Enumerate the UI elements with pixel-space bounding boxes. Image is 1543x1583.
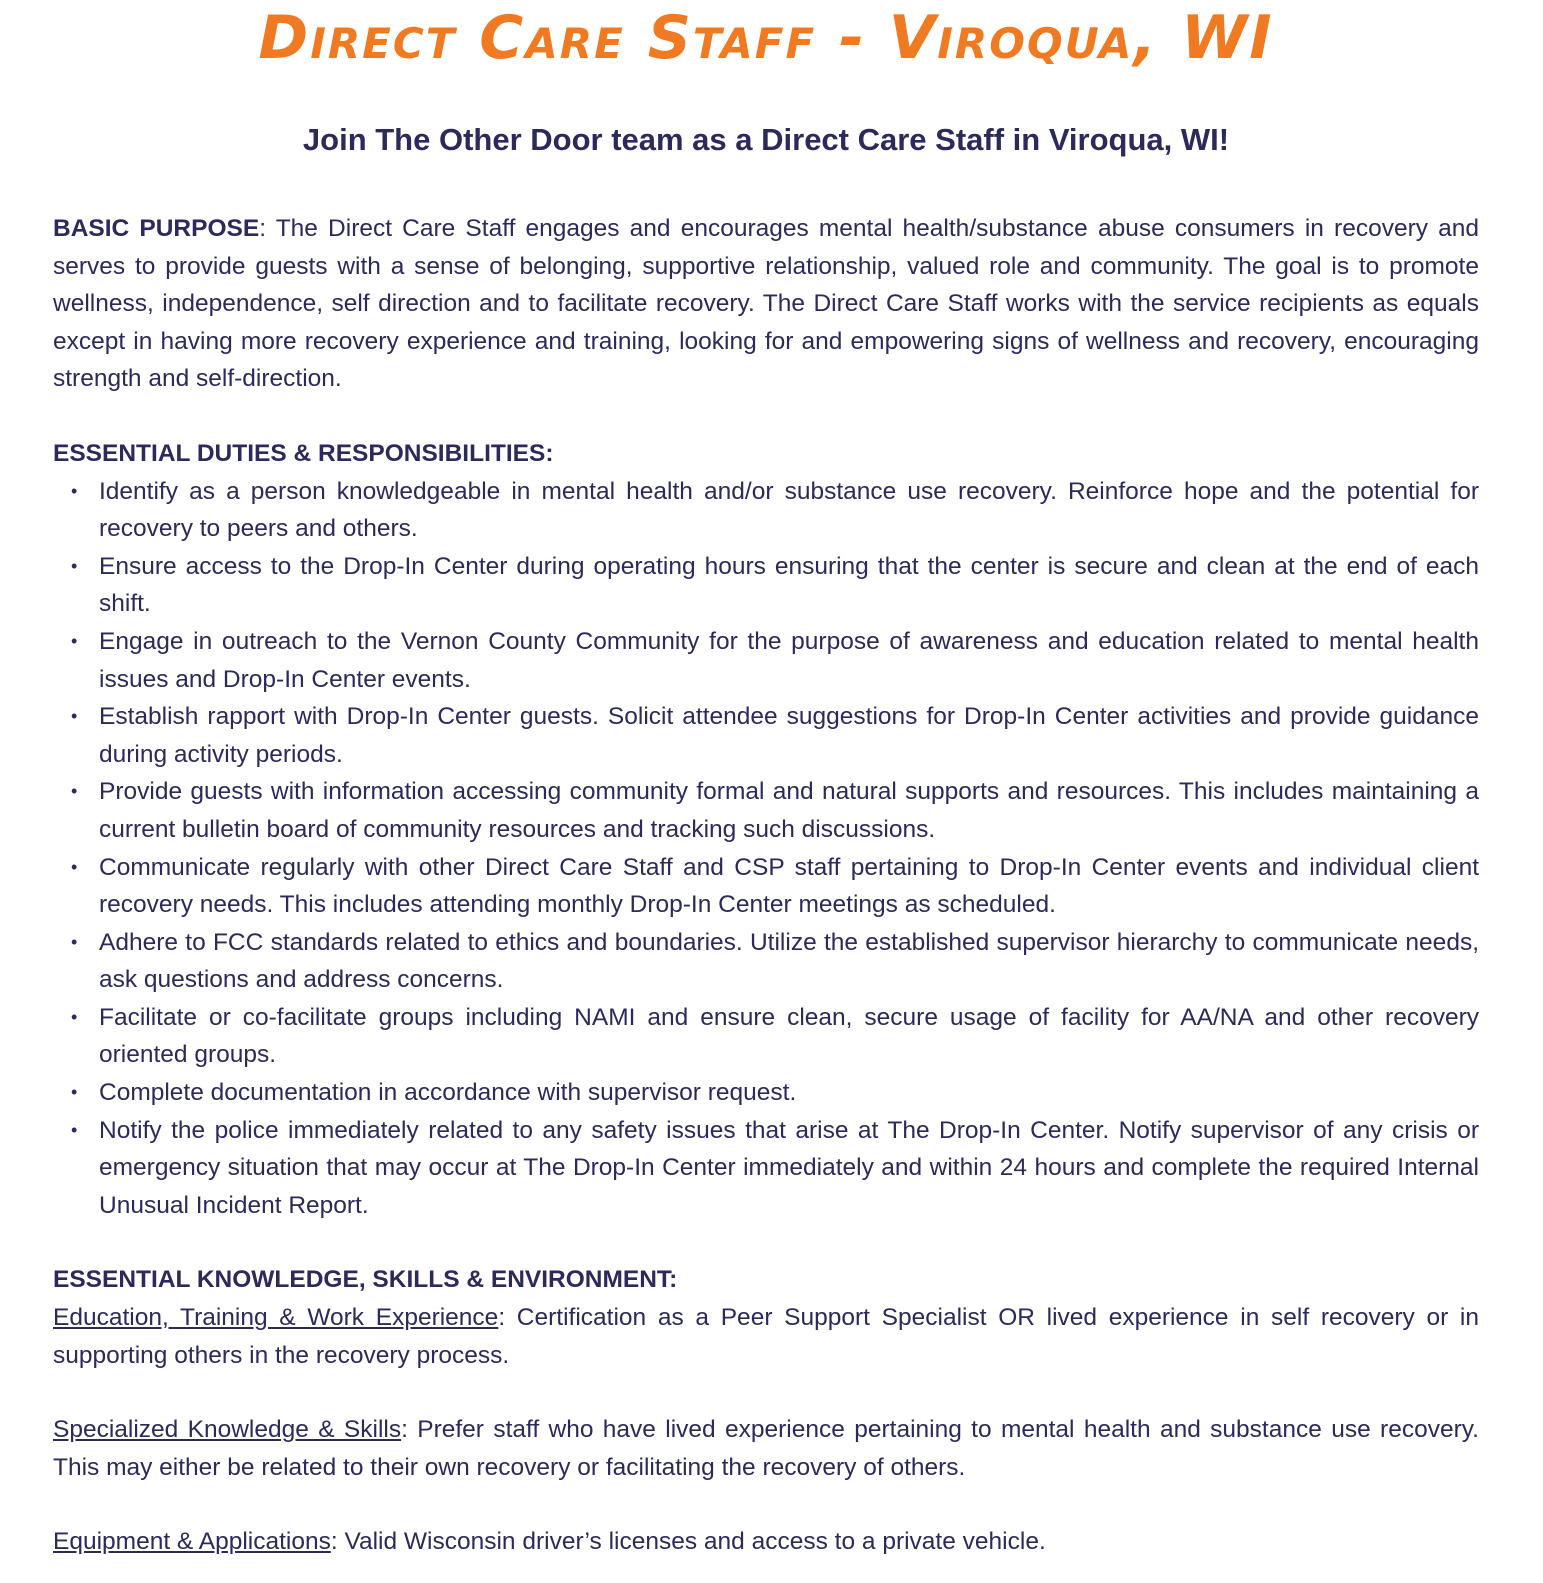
bullet-icon: • <box>71 1082 78 1103</box>
education-label: Education, Training & Work Experience <box>53 1304 499 1332</box>
bullet-icon: • <box>71 480 78 501</box>
duty-text: Engage in outreach to the Vernon County Community for the purpose of awareness and education related to mental health issues and Drop-In Center events. <box>99 627 1479 693</box>
skills-paragraph <box>53 1411 1479 1486</box>
bullet-icon: • <box>71 1006 78 1027</box>
basic-purpose-text: : The Direct Care Staff engages and encourages mental health/substance abuse consumers in recovery and serves to provide guests with a sense of belonging, supportive relationship, valued role and community. The goal is to promote wellness, independence, self direction and to facilitate recovery. The Direct Care Staff works with the service recipients as equals except in having more recovery experience and training, looking for and empowering signs of wellness and recovery, encouraging strength and self-direction. <box>53 215 1479 393</box>
list-item <box>71 773 1479 848</box>
education-text: : Certification as a Peer Support Specialist OR lived experience in self recovery or in supporting others in the recovery process. <box>53 1304 1479 1369</box>
list-item <box>71 924 1479 999</box>
page-subtitle: Join The Other Door team as a Direct Care Staff in Viroqua, WI! <box>302 122 1230 157</box>
bullet-icon: • <box>71 1119 78 1140</box>
duty-text: Establish rapport with Drop-In Center guests. Solicit attendee suggestions for Drop-In Center activities and provide guidance during activity periods. <box>99 703 1479 768</box>
duties-list <box>53 473 1479 1225</box>
equipment-label: Equipment & Applications <box>53 1528 331 1556</box>
list-item <box>71 1112 1479 1225</box>
duty-text: Facilitate or co-facilitate groups including NAMI and ensure clean, secure usage of facility for AA/NA and other recovery oriented groups. <box>99 1003 1479 1069</box>
bullet-icon: • <box>71 706 78 727</box>
duty-text: Communicate regularly with other Direct Care Staff and CSP staff pertaining to Drop-In Center events and individual client recovery needs. This includes attending monthly Drop-In Center meetings as scheduled. <box>99 853 1479 919</box>
duty-text: Ensure access to the Drop-In Center during operating hours ensuring that the center is secure and clean at the end of each shift. <box>99 552 1479 618</box>
equipment-paragraph <box>53 1523 1479 1561</box>
bullet-icon: • <box>71 630 78 651</box>
list-item <box>71 548 1479 623</box>
basic-purpose-label: BASIC PURPOSE <box>53 215 260 242</box>
knowledge-heading: ESSENTIAL KNOWLEDGE, SKILLS & ENVIRONMENT: <box>53 1266 678 1294</box>
list-item <box>71 849 1479 924</box>
basic-purpose-paragraph <box>53 210 1479 398</box>
list-item <box>71 698 1479 773</box>
bullet-icon: • <box>71 781 78 802</box>
duty-text: Complete documentation in accordance with supervisor request. <box>99 1079 797 1107</box>
equipment-text: : Valid Wisconsin driver’s licenses and access to a private vehicle. <box>330 1528 1046 1556</box>
bullet-icon: • <box>71 931 78 952</box>
duties-heading: ESSENTIAL DUTIES & RESPONSIBILITIES: <box>53 439 554 467</box>
job-posting <box>53 0 1479 1561</box>
duty-text: Provide guests with information accessing community formal and natural supports and resources. This includes maintaining a current bulletin board of community resources and tracking such discussions. <box>99 778 1479 843</box>
bullet-icon: • <box>71 555 78 576</box>
education-paragraph <box>53 1299 1479 1374</box>
duty-text: Notify the police immediately related to any safety issues that arise at The Drop-In Center. Notify supervisor of any crisis or emergency situation that may occur at The Drop-In Center immediately and within 24 hours and complete the required Internal Unusual Incident Report. <box>99 1116 1479 1219</box>
list-item <box>71 623 1479 698</box>
list-item <box>71 999 1479 1074</box>
skills-text: : Prefer staff who have lived experience pertaining to mental health and substance use recovery. This may either be related to their own recovery or facilitating the recovery of others. <box>53 1416 1479 1481</box>
skills-label: Specialized Knowledge & Skills <box>53 1416 402 1444</box>
page-title: Direct Care Staff - Viroqua, WI <box>258 3 1274 73</box>
duty-text: Adhere to FCC standards related to ethics and boundaries. Utilize the established supervisor hierarchy to communicate needs, ask questions and address concerns. <box>99 928 1479 994</box>
list-item <box>71 473 1479 548</box>
bullet-icon: • <box>71 856 78 877</box>
duty-text: Identify as a person knowledgeable in mental health and/or substance use recovery. Reinforce hope and the potential for recovery to peers and others. <box>99 477 1479 543</box>
list-item <box>71 1074 1479 1112</box>
